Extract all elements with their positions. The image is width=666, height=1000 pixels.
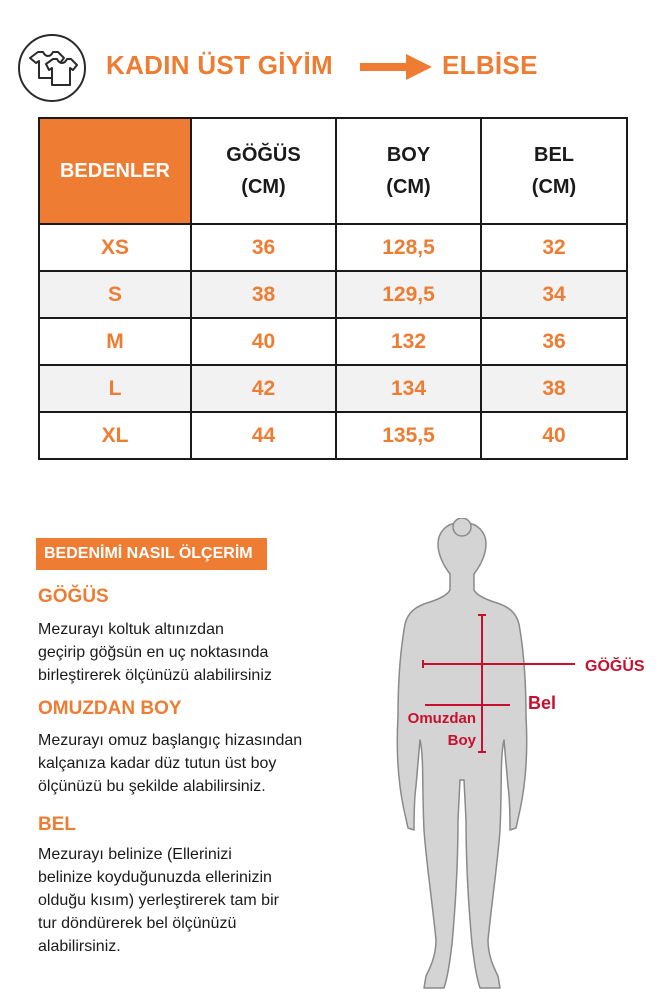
corner-header: BEDENLER <box>39 118 191 224</box>
gogus-cell: 38 <box>191 271 336 318</box>
column-header-unit: (CM) <box>241 176 286 198</box>
section-title-bel: BEL <box>38 814 76 835</box>
table-row <box>39 224 627 271</box>
tshirt-icon <box>20 36 84 100</box>
text-line: kalçanıza kadar düz tutun üst boy <box>38 755 277 772</box>
boy-cell: 135,5 <box>336 412 481 459</box>
size-cell: S <box>39 271 191 318</box>
text-line: Mezurayı belinize (Ellerinizi <box>38 846 232 863</box>
category-title: ELBİSE <box>442 50 538 80</box>
gogus-cell: 42 <box>191 365 336 412</box>
column-header-unit: (CM) <box>386 176 431 198</box>
bel-cell: 34 <box>481 271 627 318</box>
section-text-gogus <box>38 618 378 687</box>
table-row <box>39 412 627 459</box>
figure-label-line: Omuzdan <box>407 710 476 727</box>
text-line: belinize koyduğunuzda ellerinizin <box>38 869 272 886</box>
logo-badge <box>18 34 86 102</box>
size-table <box>38 117 628 460</box>
section-text-bel <box>38 843 378 958</box>
column-header-boy <box>336 118 481 224</box>
text-line: tur döndürerek bel ölçünüzü <box>38 915 237 932</box>
arrow-right-icon <box>360 54 432 80</box>
text-line: Mezurayı omuz başlangıç hizasından <box>38 732 303 749</box>
boy-cell: 128,5 <box>336 224 481 271</box>
section-title-gogus: GÖĞÜS <box>38 586 109 607</box>
bel-cell: 40 <box>481 412 627 459</box>
bel-cell: 32 <box>481 224 627 271</box>
section-title-omuzdan-boy: OMUZDAN BOY <box>38 698 182 719</box>
size-cell: XS <box>39 224 191 271</box>
text-line: Mezurayı koltuk altınızdan <box>38 621 224 638</box>
guide-banner: BEDENİMİ NASIL ÖLÇERİM <box>36 538 267 570</box>
column-header-name: BEL <box>534 144 574 166</box>
column-header-unit: (CM) <box>531 176 577 198</box>
gogus-cell: 40 <box>191 318 336 365</box>
boy-cell: 132 <box>336 318 481 365</box>
text-line: birleştirerek ölçünüzü alabilirsiniz <box>38 667 272 684</box>
gogus-cell: 44 <box>191 412 336 459</box>
figure-label-gogus: GÖĞÜS <box>585 658 645 675</box>
page-title: KADIN ÜST GİYİM <box>106 50 333 80</box>
table-row <box>39 365 627 412</box>
table-header-row <box>39 118 627 224</box>
figure-label-omuzdan-boy <box>384 708 476 752</box>
bel-cell: 36 <box>481 318 627 365</box>
boy-cell: 134 <box>336 365 481 412</box>
text-line: olduğu kısım) yerleştirerek tam bir <box>38 892 279 909</box>
column-header-name: GÖĞÜS <box>226 144 301 166</box>
table-row <box>39 318 627 365</box>
text-line: alabilirsiniz. <box>38 938 121 955</box>
size-cell: L <box>39 365 191 412</box>
female-silhouette-icon <box>380 518 666 1000</box>
gogus-cell: 36 <box>191 224 336 271</box>
column-header-gogus <box>191 118 336 224</box>
column-header-bel <box>481 118 627 224</box>
table-row <box>39 271 627 318</box>
size-cell: M <box>39 318 191 365</box>
bel-cell: 38 <box>481 365 627 412</box>
text-line: geçirip göğsün en uç noktasında <box>38 644 269 661</box>
column-header-name: BOY <box>386 144 431 166</box>
section-text-omuzdan-boy <box>38 729 378 798</box>
boy-cell: 129,5 <box>336 271 481 318</box>
size-cell: XL <box>39 412 191 459</box>
figure-label-bel: Bel <box>528 693 557 713</box>
text-line: ölçünüzü bu şekilde alabilirsiniz. <box>38 778 266 795</box>
figure-label-line: Boy <box>447 732 476 749</box>
